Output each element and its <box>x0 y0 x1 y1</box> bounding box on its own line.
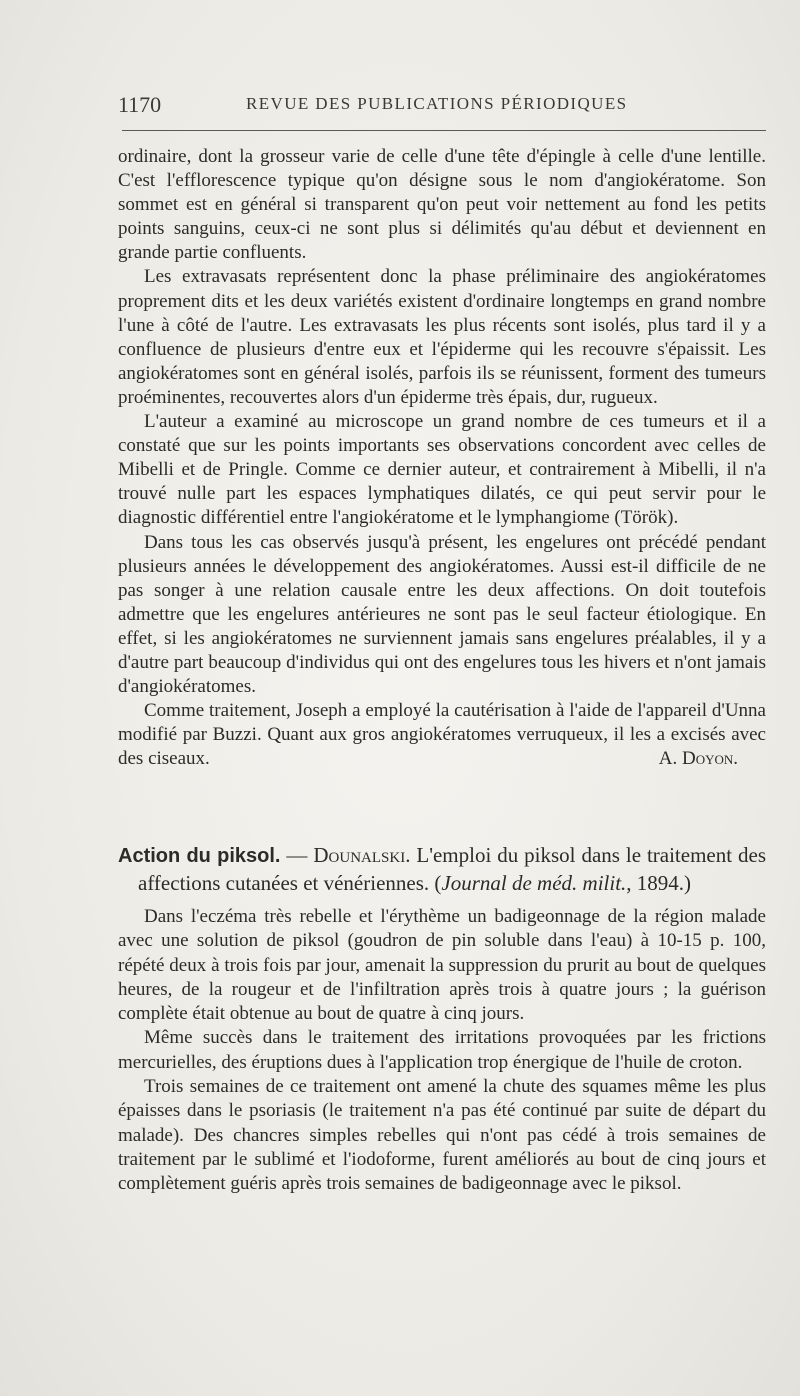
paragraph-text: Comme traitement, Joseph a employé la cautérisation à l'aide de l'appareil d'Unna modifié par Buzzi. Quant aux gros angiokératomes verruqueux, il les a excisés avec des ciseaux. <box>118 700 766 770</box>
paragraph: Les extravasats représentent donc la phase préliminaire des angiokératomes proprement dits et les deux variétés existent d'ordinaire longtemps en grand nombre l'une à côté de l'autre. Les extravasats les plus récents sont isolés, plus tard il y a confluence de plusieurs d'entre eux et l'épiderme qui les recouvre s'épaissit. Les angiokératomes sont en général isolés, parfois ils se réunissent, forment des tumeurs proéminentes, recouvertes alors d'un épiderme très épais, dur, rugueux. <box>118 266 766 408</box>
article-subtitle: L'emploi du piksol dans le traitement des affections cutanées et vénériennes. ( <box>138 843 767 895</box>
header-rule <box>122 130 766 131</box>
journal-name: Journal de méd. milit. <box>441 871 627 895</box>
article-author: Dounalski. <box>313 843 411 867</box>
article-heading <box>118 842 766 897</box>
article-year: , 1894.) <box>626 871 692 895</box>
heading-dash: — <box>280 843 314 867</box>
article-piksol <box>118 842 766 1197</box>
author-signoff: A. Doyon. <box>658 748 738 770</box>
paragraph: Trois semaines de ce traitement ont amené la chute des squames même les plus épaisses dans le psoriasis (le traitement n'a pas été continué par suite de départ du malade). Des chancres simples rebelles qui n'ont pas cédé à trois semaines de traitement par le sublimé et l'iodoforme, furent améliorés au bout de cinq jours et complètement guéris après trois semaines de badigeonnage avec le piksol. <box>118 1076 766 1195</box>
page-header <box>118 92 758 118</box>
continued-article <box>118 145 766 771</box>
article-body <box>118 905 766 1197</box>
running-title: REVUE DES PUBLICATIONS PÉRIODIQUES <box>246 94 628 113</box>
page-number: 1170 <box>118 92 162 117</box>
article-title: Action du piksol. <box>118 845 281 867</box>
paragraph: ordinaire, dont la grosseur varie de celle d'une tête d'épingle à celle d'une lentille. C'est l'efflorescence typique qu'on désigne sous le nom d'angiokératome. Son sommet est en général si transparent qu'on peut voir nettement au fond les petits points sanguins, ceux-ci ne sont plus si délimités qu'au début et deviennent en grande partie confluents. <box>118 146 766 264</box>
paragraph-last <box>118 699 766 771</box>
paragraph: L'auteur a examiné au microscope un grand nombre de ces tumeurs et il a constaté que sur les points importants ses observations concordent avec celles de Mibelli et de Pringle. Comme ce dernier auteur, et contrairement à Mibelli, il n'a trouvé nulle part les espaces lymphatiques dilatés, ce qui peut servir pour le diagnostic différentiel entre l'angiokératome et le lymphangiome (Török). <box>118 411 766 529</box>
paragraph: Dans tous les cas observés jusqu'à présent, les engelures ont précédé pendant plusieurs années le développement des angiokératomes. Aussi est-il difficile de ne pas songer à une relation causale entre les deux affections. On doit toutefois admettre que les engelures antérieures ne sont pas le seul facteur étiologique. En effet, si les angiokératomes ne surviennent jamais sans engelures préalables, il y a d'autre part beaucoup d'individus qui ont des engelures tous les hivers et n'ont jamais d'angiokératomes. <box>118 531 766 698</box>
paragraph: Dans l'eczéma très rebelle et l'érythème un badigeonnage de la région malade avec une solution de piksol (goudron de pin soluble dans l'eau) à 10-15 p. 100, répété deux à trois fois par jour, amenait la suppression du prurit au bout de quelques heures, de la rougeur et de l'infiltration après trois à quatre jours ; la guérison complète était obtenue au bout de quatre à cinq jours. <box>118 906 766 1025</box>
paragraph: Même succès dans le traitement des irritations provoquées par les frictions mercurielles, des éruptions dues à l'application trop énergique de l'huile de croton. <box>118 1027 766 1073</box>
